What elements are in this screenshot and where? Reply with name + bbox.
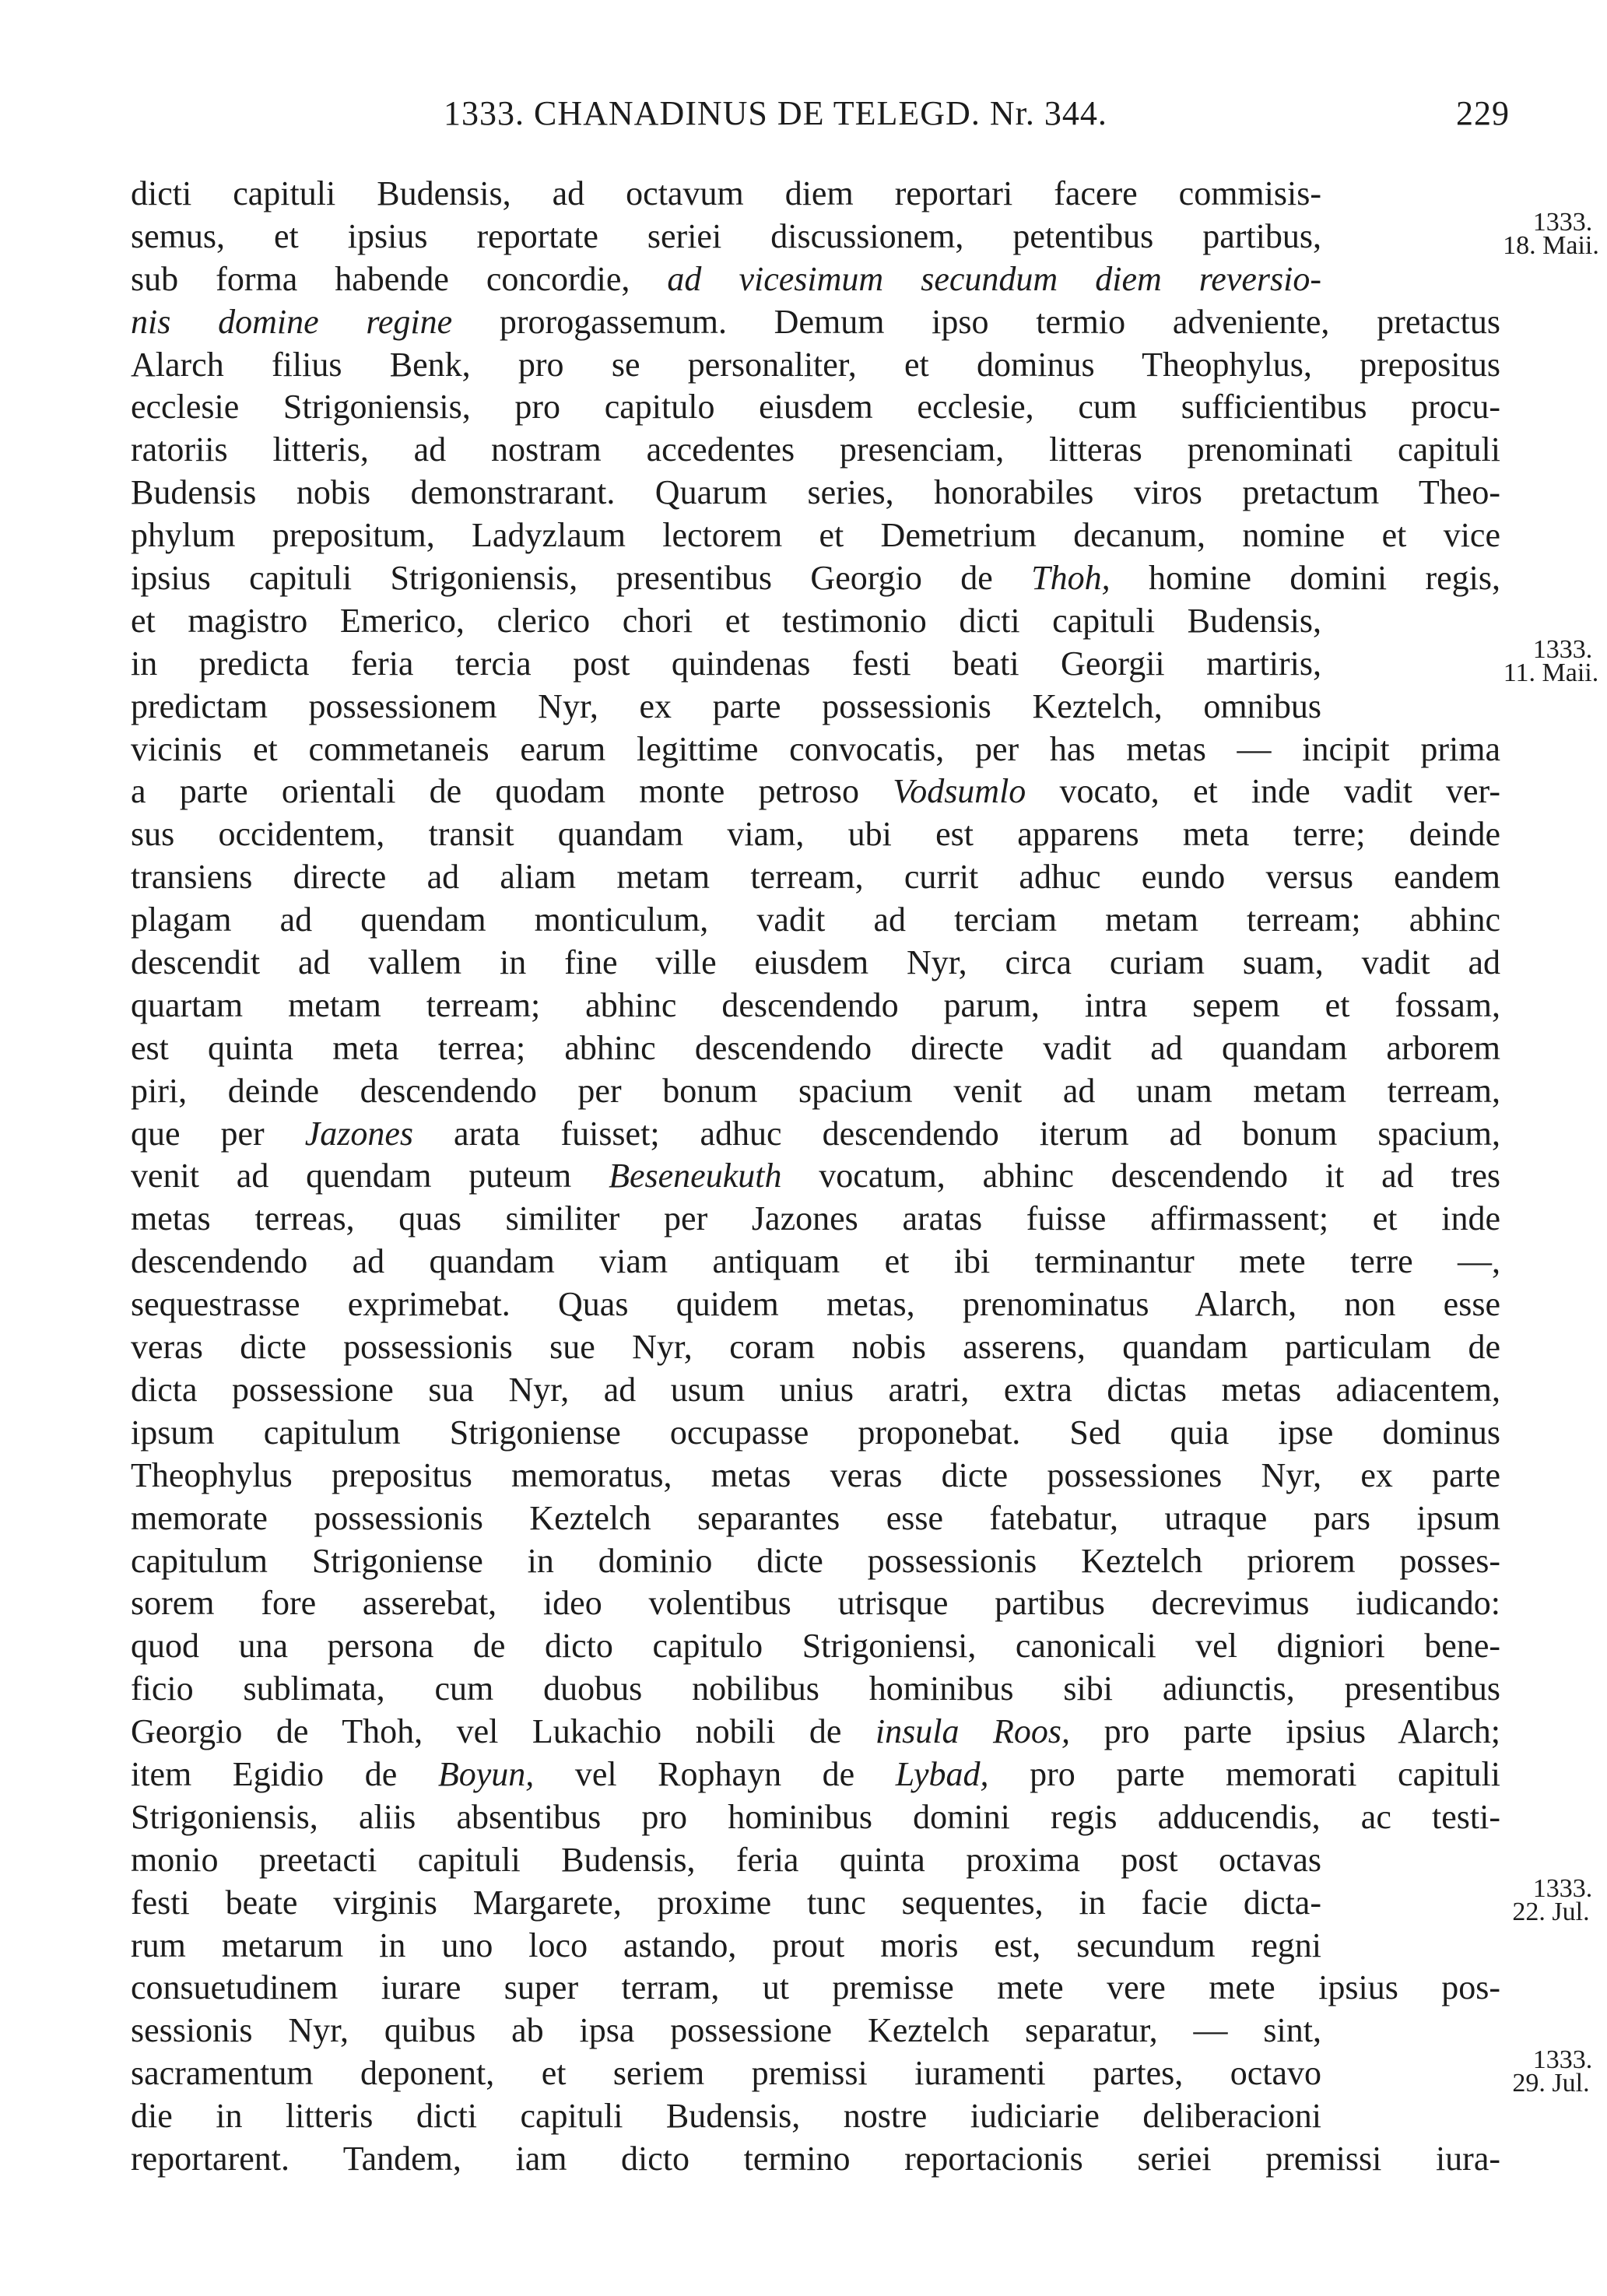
text-line: [131, 1925, 1321, 1968]
text-line: [131, 173, 1321, 216]
text-segment: quartam metam terream; abhinc descendendo parum, intra sepem et fossam,: [131, 985, 1500, 1024]
margin-date-note: [1489, 1874, 1607, 1926]
text-segment: vocatum, abhinc descendendo it ad tres: [781, 1157, 1500, 1195]
text-line: [131, 1967, 1500, 2010]
text-line: [131, 643, 1321, 686]
italic-segment: nis domine regine: [131, 302, 453, 341]
text-segment: in predicta feria tercia post quindenas festi beati Georgii martiris,: [131, 644, 1321, 683]
margin-date-note: [1489, 2045, 1607, 2098]
text-segment: semus, et ipsius reportate seriei discussionem, petentibus partibus,: [131, 216, 1321, 255]
text-segment: que per: [131, 1114, 305, 1153]
text-segment: Alarch filius Benk, pro se personaliter, et dominus Theophylus, prepositus: [131, 345, 1500, 384]
text-line: [131, 2138, 1500, 2181]
text-segment: predictam possessionem Nyr, ex parte possessionis Keztelch, omnibus: [131, 686, 1321, 725]
text-segment: sessionis Nyr, quibus ab ipsa possessione Keztelch separatur, — sint,: [131, 2011, 1321, 2050]
text-line: [131, 686, 1321, 728]
text-line: [131, 1027, 1500, 1070]
text-segment: pro parte ipsius Alarch;: [1070, 1712, 1501, 1751]
text-line: [131, 985, 1500, 1027]
margin-year: 1333.: [1532, 2045, 1593, 2074]
body-text: [131, 173, 1599, 2181]
text-segment: reportarent. Tandem, iam dicto termino reportacionis seriei premissi iura-: [131, 2139, 1500, 2178]
text-line: [131, 1711, 1500, 1754]
text-segment: ficio sublimata, cum duobus nobilibus hominibus sibi adiunctis, presentibus: [131, 1669, 1500, 1708]
margin-day: 29. Jul.: [1512, 2068, 1590, 2098]
text-line: [131, 429, 1500, 472]
text-line: [131, 942, 1500, 985]
text-line: [131, 1497, 1500, 1540]
page-header: [132, 93, 1510, 148]
text-line: [131, 472, 1500, 514]
margin-year: 1333.: [1532, 634, 1593, 664]
text-line: [131, 1754, 1500, 1796]
text-segment: descendit ad vallem in fine ville eiusdem Nyr, circa curiam suam, vadit ad: [131, 943, 1500, 982]
text-segment: ecclesie Strigoniensis, pro capitulo eiusdem ecclesie, cum sufficientibus procu-: [131, 388, 1500, 427]
italic-segment: Vodsumlo: [893, 772, 1026, 811]
page-number: 229: [1456, 94, 1510, 132]
text-segment: veras dicte possessionis sue Nyr, coram nobis asserens, quandam particulam de: [131, 1328, 1500, 1367]
text-line: [131, 1283, 1500, 1326]
text-segment: prorogassemum. Demum ipso termio adveniente, pretactus: [452, 302, 1500, 341]
text-line: [131, 1625, 1500, 1668]
text-segment: plagam ad quendam monticulum, vadit ad terciam metam terream; abhinc: [131, 900, 1500, 939]
text-segment: homine domini regis,: [1110, 559, 1500, 598]
text-segment: sorem fore asserebat, ideo volentibus utrisque partibus decrevimus iudicando:: [131, 1584, 1500, 1623]
text-segment: transiens directe ad aliam metam terream, currit adhuc eundo versus eandem: [131, 858, 1500, 897]
text-segment: monio preetacti capituli Budensis, feria quinta proxima post octavas: [131, 1840, 1321, 1879]
text-segment: vel Rophayn de: [534, 1754, 896, 1793]
text-line: [131, 258, 1321, 301]
text-segment: et magistro Emerico, clerico chori et testimonio dicti capituli Budensis,: [131, 601, 1321, 640]
text-line: [131, 216, 1321, 258]
text-line: [131, 813, 1500, 856]
text-segment: sequestrasse exprimebat. Quas quidem metas, prenominatus Alarch, non esse: [131, 1285, 1500, 1324]
text-segment: vocato, et inde vadit ver-: [1026, 772, 1500, 811]
text-line: [131, 386, 1500, 429]
text-line: [131, 856, 1500, 899]
text-segment: ratoriis litteris, ad nostram accedentes presenciam, litteras prenominati capituli: [131, 430, 1500, 469]
margin-day: 11. Maii.: [1503, 658, 1599, 687]
text-segment: Budensis nobis demonstrarant. Quarum series, honorabiles viros pretactum Theo-: [131, 473, 1500, 512]
text-segment: phylum prepositum, Ladyzlaum lectorem et Demetrium decanum, nomine et vice: [131, 516, 1500, 555]
text-segment: sub forma habende concordie,: [131, 259, 668, 298]
text-segment: sus occidentem, transit quandam viam, ubi est apparens meta terre; deinde: [131, 815, 1500, 854]
italic-segment: Thoh,: [1031, 559, 1111, 598]
italic-segment: Jazones: [304, 1114, 413, 1153]
margin-day: 18. Maii.: [1503, 230, 1599, 260]
text-line: [131, 600, 1321, 643]
text-line: [131, 771, 1500, 813]
text-segment: arata fuisset; adhuc descendendo iterum ad bonum spacium,: [413, 1114, 1500, 1153]
text-line: [131, 1155, 1500, 1198]
text-line: [131, 728, 1500, 771]
text-line: [131, 514, 1500, 557]
text-line: [131, 1882, 1321, 1925]
margin-date-note: [1489, 634, 1607, 687]
text-line: [131, 899, 1500, 942]
text-line: [131, 1582, 1500, 1625]
italic-segment: Lybad,: [895, 1754, 989, 1793]
text-segment: consuetudinem iurare super terram, ut premisse mete vere mete ipsius pos-: [131, 1968, 1500, 2007]
text-segment: Georgio de Thoh, vel Lukachio nobili de: [131, 1712, 875, 1751]
italic-segment: insula Roos,: [875, 1712, 1071, 1751]
text-segment: dicta possessione sua Nyr, ad usum unius aratri, extra dictas metas adiacentem,: [131, 1370, 1500, 1409]
text-segment: sacramentum deponent, et seriem premissi iuramenti partes, octavo: [131, 2054, 1321, 2093]
text-segment: metas terreas, quas similiter per Jazones aratas fuisse affirmassent; et inde: [131, 1199, 1500, 1238]
text-line: [131, 2052, 1321, 2095]
text-segment: ipsum capitulum Strigoniense occupasse proponebat. Sed quia ipse dominus: [131, 1413, 1500, 1452]
text-segment: quod una persona de dicto capitulo Strigoniensi, canonicali vel digniori bene-: [131, 1627, 1500, 1666]
text-segment: rum metarum in uno loco astando, prout moris est, secundum regni: [131, 1926, 1321, 1964]
text-line: [131, 344, 1500, 387]
margin-year: 1333.: [1532, 1874, 1593, 1903]
text-segment: capitulum Strigoniense in dominio dicte possessionis Keztelch priorem posses-: [131, 1541, 1500, 1580]
text-segment: dicti capituli Budensis, ad octavum diem reportari facere commisis-: [131, 174, 1321, 212]
text-segment: Strigoniensis, aliis absentibus pro hominibus domini regis adducendis, ac testi-: [131, 1797, 1500, 1836]
text-line: [131, 1455, 1500, 1497]
text-segment: est quinta meta terrea; abhinc descendendo directe vadit ad quandam arborem: [131, 1028, 1500, 1067]
running-title: 1333. CHANADINUS DE TELEGD. Nr. 344.: [444, 94, 1107, 132]
text-line: [131, 301, 1500, 344]
text-segment: item Egidio de: [131, 1754, 438, 1793]
italic-segment: ad vicesimum secundum diem reversio-: [667, 259, 1321, 298]
margin-day: 22. Jul.: [1512, 1898, 1590, 1926]
text-line: [131, 2010, 1321, 2052]
text-segment: vicinis et commetaneis earum legittime convocatis, per has metas — incipit prima: [131, 729, 1500, 768]
text-segment: die in litteris dicti capituli Budensis, nostre iudiciarie deliberacioni: [131, 2097, 1321, 2136]
text-line: [131, 1668, 1500, 1711]
text-line: [131, 1241, 1500, 1283]
text-segment: Theophylus prepositus memoratus, metas veras dicte possessiones Nyr, ex parte: [131, 1455, 1500, 1494]
text-line: [131, 1369, 1500, 1412]
italic-segment: Boyun,: [437, 1754, 535, 1793]
text-segment: memorate possessionis Keztelch separantes esse fatebatur, utraque pars ipsum: [131, 1498, 1500, 1537]
text-segment: ipsius capituli Strigoniensis, presentibus Georgio de: [131, 559, 1032, 598]
margin-date-note: [1489, 207, 1607, 260]
text-line: [131, 1412, 1500, 1455]
text-segment: descendendo ad quandam viam antiquam et ibi terminantur mete terre —,: [131, 1242, 1500, 1281]
text-segment: piri, deinde descendendo per bonum spacium venit ad unam metam terream,: [131, 1071, 1500, 1110]
text-line: [131, 2095, 1321, 2138]
text-segment: a parte orientali de quodam monte petroso: [131, 772, 893, 811]
text-line: [131, 1113, 1500, 1156]
margin-year: 1333.: [1532, 207, 1593, 237]
text-segment: festi beate virginis Margarete, proxime tunc sequentes, in facie dicta-: [131, 1883, 1321, 1922]
text-segment: venit ad quendam puteum: [131, 1157, 609, 1195]
text-line: [131, 557, 1500, 600]
text-line: [131, 1070, 1500, 1113]
italic-segment: Beseneukuth: [609, 1157, 782, 1195]
text-line: [131, 1839, 1321, 1882]
text-line: [131, 1540, 1500, 1583]
text-line: [131, 1198, 1500, 1241]
text-segment: pro parte memorati capituli: [988, 1754, 1501, 1793]
text-line: [131, 1796, 1500, 1839]
text-line: [131, 1326, 1500, 1369]
